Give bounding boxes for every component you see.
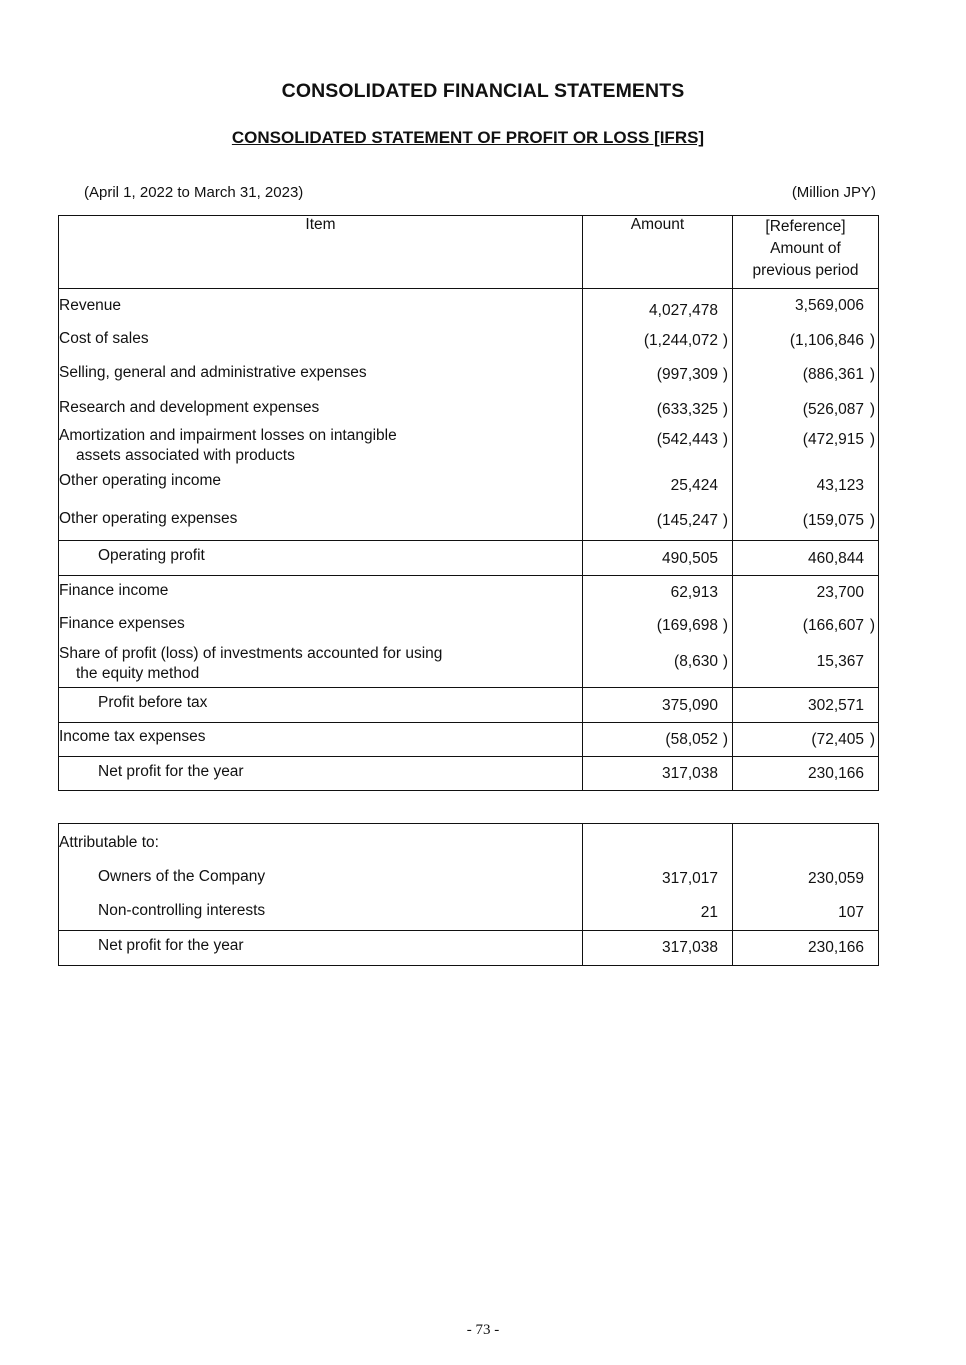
row-amount: 21 — [583, 896, 733, 931]
table-row-owners — [59, 862, 879, 896]
table-row-equity-method — [59, 644, 879, 688]
table-row-other-op-income — [59, 469, 879, 505]
row-label: Finance expenses — [59, 610, 583, 644]
empty-cell — [733, 824, 879, 862]
row-amount: 317,038 — [583, 757, 733, 791]
statement-title: CONSOLIDATED STATEMENT OF PROFIT OR LOSS [IFRS] — [231, 128, 705, 147]
table-row-finance-expenses — [59, 610, 879, 644]
row-amount: 62,913 — [583, 576, 733, 610]
row-amount: 317,038 — [583, 931, 733, 966]
column-header-item: Item — [59, 216, 583, 289]
row-amount: (8,630 ) — [583, 644, 733, 688]
row-label: Research and development expenses — [59, 391, 583, 425]
row-previous: 230,166 — [733, 931, 879, 966]
row-previous: (472,915 ) — [733, 425, 879, 469]
table-row-net-profit-total — [59, 931, 879, 966]
table-row-net-profit — [59, 757, 879, 791]
row-label: Owners of the Company — [59, 862, 583, 896]
row-previous: 107 — [733, 896, 879, 931]
table-row-amortization — [59, 425, 879, 469]
row-previous: (886,361 ) — [733, 357, 879, 391]
row-label: Finance income — [59, 576, 583, 610]
row-amount: (145,247 ) — [583, 505, 733, 541]
row-previous: 230,059 — [733, 862, 879, 896]
table-row-sga — [59, 357, 879, 391]
row-amount: (169,698 ) — [583, 610, 733, 644]
row-label: Income tax expenses — [59, 723, 583, 757]
empty-cell — [583, 824, 733, 862]
row-amount: 490,505 — [583, 541, 733, 576]
table-row-non-controlling — [59, 896, 879, 931]
row-label: Share of profit (loss) of investments accounted for using the equity method — [59, 644, 583, 688]
table-row-income-tax — [59, 723, 879, 757]
row-amount: (58,052 ) — [583, 723, 733, 757]
reporting-period: (April 1, 2022 to March 31, 2023) — [84, 184, 304, 201]
row-amount: 317,017 — [583, 862, 733, 896]
table-row-revenue — [59, 289, 879, 323]
row-previous: 43,123 — [733, 469, 879, 505]
row-previous: 230,166 — [733, 757, 879, 791]
row-label: Cost of sales — [59, 323, 583, 357]
currency-unit: (Million JPY) — [791, 184, 876, 201]
row-label: Revenue — [59, 289, 583, 323]
row-amount: 375,090 — [583, 688, 733, 723]
table-row-rnd — [59, 391, 879, 425]
row-label: Profit before tax — [59, 688, 583, 723]
row-amount: (542,443 ) — [583, 425, 733, 469]
attributable-heading-row — [59, 824, 879, 862]
row-previous: (166,607 ) — [733, 610, 879, 644]
table-row-finance-income — [59, 576, 879, 610]
row-previous: (72,405 ) — [733, 723, 879, 757]
document-title: CONSOLIDATED FINANCIAL STATEMENTS — [281, 80, 685, 102]
row-label: Other operating income — [59, 469, 583, 505]
table-row-operating-profit — [59, 541, 879, 576]
table-row-cost-of-sales — [59, 323, 879, 357]
table-header-row — [59, 216, 879, 289]
row-previous: 460,844 — [733, 541, 879, 576]
row-previous: 15,367 — [733, 644, 879, 688]
row-label: Net profit for the year — [59, 757, 583, 791]
row-previous: (1,106,846 ) — [733, 323, 879, 357]
column-header-reference — [733, 216, 879, 289]
row-previous: 3,569,006 — [733, 289, 879, 323]
column-header-amount: Amount — [583, 216, 733, 289]
row-amount: 4,027,478 — [583, 289, 733, 323]
row-amount: (633,325 ) — [583, 391, 733, 425]
row-previous: 23,700 — [733, 576, 879, 610]
reference-line-1: [Reference] — [765, 218, 846, 235]
row-label: Non-controlling interests — [59, 896, 583, 931]
attributable-heading: Attributable to: — [59, 824, 583, 862]
row-label: Operating profit — [59, 541, 583, 576]
attributable-table — [58, 823, 879, 966]
row-amount: 25,424 — [583, 469, 733, 505]
row-label: Net profit for the year — [59, 931, 583, 966]
row-amount: (1,244,072 ) — [583, 323, 733, 357]
row-previous: 302,571 — [733, 688, 879, 723]
row-label: Other operating expenses — [59, 505, 583, 541]
reference-line-2: Amount of — [770, 240, 841, 257]
row-label: Amortization and impairment losses on intangible assets associated with products — [59, 425, 583, 469]
table-row-profit-before-tax — [59, 688, 879, 723]
reference-line-3: previous period — [752, 262, 859, 279]
page-number: - 73 - — [466, 1322, 500, 1338]
profit-loss-table — [58, 215, 879, 791]
row-previous: (526,087 ) — [733, 391, 879, 425]
row-previous: (159,075 ) — [733, 505, 879, 541]
row-label: Selling, general and administrative expenses — [59, 357, 583, 391]
row-amount: (997,309 ) — [583, 357, 733, 391]
table-row-other-op-expenses — [59, 505, 879, 541]
